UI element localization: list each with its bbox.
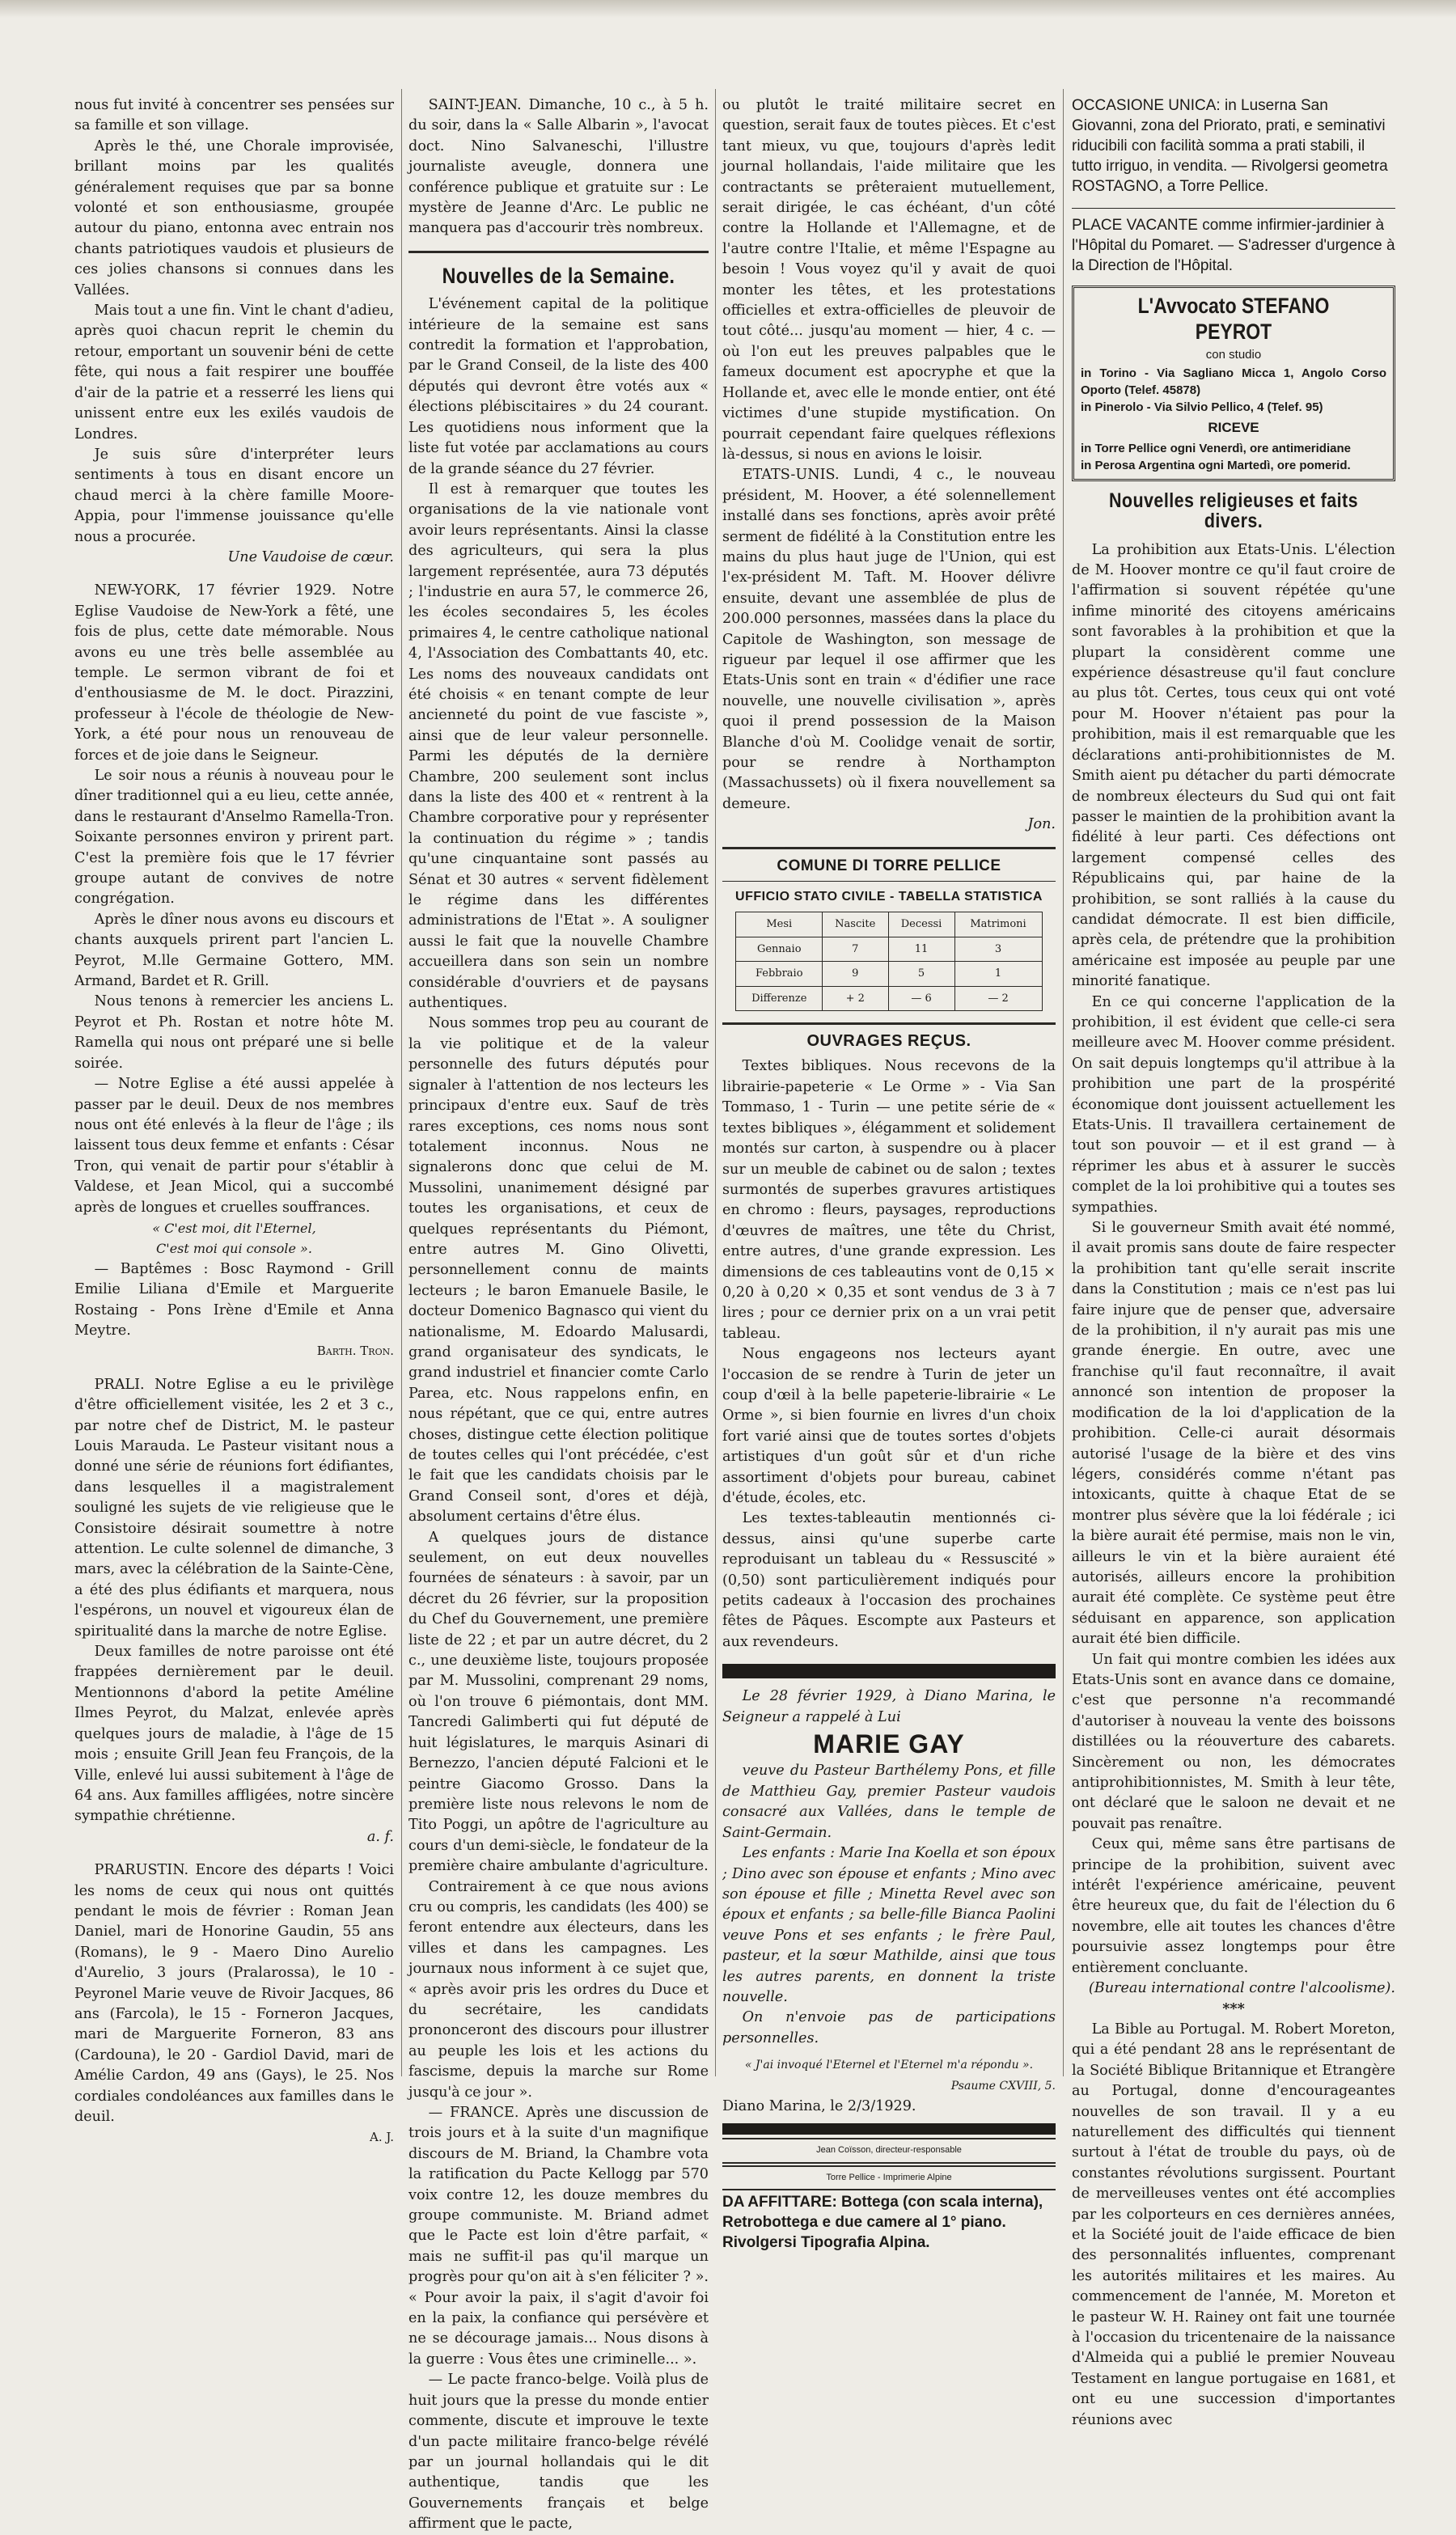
paragraph: Nous engageons nos lecteurs ayant l'occasion de se rendre à Turin de jeter un coup d'œil à la belle papeterie-librairie « Le Orme », si bien fournie en livres d'un choix fort varié ainsi que de toutes sortes d'objets artistiques d'un goût sûr et d'un riche assortiment d'objets pour bureau, cabinet d'étude, écoles, etc. (722, 1346, 1056, 1506)
lawyer-name: L'Avvocato STEFANO PEYROT (1137, 294, 1330, 344)
table-cell: — 2 (954, 986, 1042, 1010)
signature: Barth. Tron. (316, 1344, 394, 1359)
mourning-bar (722, 1664, 1056, 1678)
source-credit: (Bureau international contre l'alcoolisme). (1088, 1980, 1395, 1997)
comune-title: COMUNE DI TORRE PELLICE (777, 857, 1001, 874)
lawyer-ad (1072, 286, 1395, 481)
lawyer-hours: in Perosa Argentina ogni Martedì, ore pomerid. (1081, 458, 1351, 472)
psalm-reference: Psaume CXVIII, 5. (950, 2079, 1056, 2093)
signature: Jon. (1027, 816, 1056, 833)
table-header: Decessi (888, 912, 954, 937)
signature: A. J. (370, 2130, 394, 2145)
table-cell: 7 (823, 937, 888, 961)
section-divider (408, 251, 709, 253)
lawyer-address: in Pinerolo - Via Silvio Pellico, 4 (Telef. 95) (1081, 400, 1323, 415)
paragraph: Si le gouverneur Smith avait été nommé, il avait promis sans doute de faire respecter la prohibition tant qu'elle serait inscrite dans la Constitution ; mais ce n'est pas lui faire injure que de penser que, adversaire de la prohibition, il n'y aurait pas mis une grande énergie. En outre, avec une franchise qu'il faut reconnaître, il avait annoncé son intention de proposer la modification de la loi d'application de la prohibition. Celle-ci aurait désormais autorisé l'usage de la bière et des vins légers, considérés comme n'étant pas intoxicants, quitte à chaque Etat de se montrer plus sévère que la loi fédérale ; ici la bière aurait été permise, mais non le vin, ailleurs le vin et la bière auraient été autorisés, ailleurs encore la prohibition aurait été complète. Ce système peut être séduisant en apparence, son application aurait été bien difficile. (1072, 1220, 1395, 1648)
table-header: Mesi (736, 912, 823, 937)
paragraph: A quelques jours de distance seulement, on eut deux nouvelles fournées de sénateurs : à savoir, par un décret du 26 février, sur la proposition du Chef du Gouvernement, une première liste de 22 ; et par un autre décret, du 2 c., une deuxième liste, toujours proposée par M. Mussolini, comprenant 29 noms, où l'on trouve 6 piémontais, dont MM. Tancredi Galimberti qui fut député de huit législatures, le marquis Asinari di Bernezzo, l'ancien député Falcioni et le peintre Giacomo Grosso. Dans la première liste nous relevons le nom de Tito Poggi, un apôtre de l'agriculture au cours d'un demi-siècle, le fondateur de la première chaire ambulante d'agriculture. (408, 1529, 709, 1875)
table-row (736, 986, 1042, 1010)
paragraph: Ceux qui, même sans être partisans de principe de la prohibition, suivent avec intérêt l'expérience américaine, peuvent être heureux que, du fait de l'élection du 6 novembre, elle ait toutes les chances d'être poursuivie assez longtemps pour être entièrement concluante. (1072, 1836, 1395, 1976)
paragraph: L'événement capital de la politique intérieure de la semaine est sans contredit la formation et l'approbation, par le Grand Conseil, de la liste des 400 députés qui devront être votés aux « élections plébiscitaires » du 24 courant. Les quotidiens nous informent que la liste fut votée par acclamations au cours de la grande séance du 27 février. (408, 296, 709, 477)
quote-line: C'est moi qui console ». (156, 1241, 312, 1257)
divider (1072, 208, 1395, 209)
page-fold-shadow (0, 0, 1456, 18)
ouvrages-title: OUVRAGES REÇUS. (806, 1032, 971, 1051)
table-cell: 5 (888, 962, 954, 986)
table-cell: Differenze (736, 986, 823, 1010)
sale-ad: OCCASIONE UNICA: in Luserna San Giovanni, zona del Priorato, prati, e seminativi riducibili con facilità somma a prati stabili, il tutto irriguo, in vendita. — Rivolgersi geometra ROSTAGNO, a Torre Pellice. (1072, 97, 1388, 195)
column-rule (401, 89, 402, 2076)
death-notice-name: MARIE GAY (813, 1729, 965, 1759)
table-cell: 11 (888, 937, 954, 961)
paragraph: Nous sommes trop peu au courant de la vie politique et de la valeur personnelle des futurs députés pour signaler à l'attention de nos lecteurs les principaux d'entre eux. Sauf de très rares exceptions, ces noms nous sont totalement inconnus. Nous ne signalerons donc que celui de M. Mussolini, unanimement désigné par toutes les organisations, et ceux de quelques représentants du Piémont, entre autres M. Gino Olivetti, personnellement connu de maints lecteurs ; le baron Emanuele Basile, le docteur Domenico Bagnasco qui vient du nationalisme, M. Edoardo Malusardi, grand organisateur des syndicats, le grand industriel et financier comte Carlo Parea, etc. Nous rappelons enfin, en nous répétant, que ce qui, entre autres choses, distingue cette élection politique de toutes celles qui l'ont précédée, c'est le fait que les candidats choisis par le Grand Conseil sont, d'ores et déjà, absolument certains d'être élus. (408, 1015, 709, 1526)
paragraph: Un fait qui montre combien les idées aux Etats-Unis sont en avance dans ce domaine, c'est que personne n'a recommandé d'autoriser à nouveau la vente des boissons distillées ou la réouverture des cabarets. Sincèrement ou non, les démocrates antiprohibitionnistes, M. Smith à leur tête, ont déclaré que le saloon ne devait et ne pouvait pas renaître. (1072, 1651, 1395, 1832)
lawyer-receives: RICEVE (1208, 420, 1259, 436)
table-header: Nascite (823, 912, 888, 937)
paragraph: Les textes-tableautin mentionnés ci-dessus, ainsi qu'une superbe carte reproduisant un tableau du « Ressuscité » (0,50) sont particulièrement indiqués pour petits cadeaux à l'occasion des prochaines fêtes de Pâques. Escompte aux Pasteurs et aux revendeurs. (722, 1510, 1056, 1650)
paragraph-prohibition: La prohibition aux Etats-Unis. L'élection de M. Hoover montre ce qu'il faut croire de l'affirmation si souvent répétée qu'une infime minorité des citoyens américains sont favorables à la prohibition et que la plupart la considèrent comme une expérience désastreuse qu'il faut conclure au plus tôt. Certes, tous ceux qui ont voté pour M. Hoover n'étaient pas pour la prohibition, mais il est remarquable que les déclarations anti-prohibitionnistes de M. Smith aient pu détacher du parti démocrate de nombreux électeurs du Sud qui ont fait passer le maintien de la prohibition avant la fidélité à leur parti. Ces défections ont largement compensé celles des Républicains qui, par haine de la prohibition, se sont ralliés à la cause du candidat démocrate. Il est bien difficile, après cela, de prétendre que la prohibition américaine est imposée au peuple par une minorité fanatique. (1072, 541, 1395, 990)
table-row (736, 937, 1042, 961)
column-rule (1063, 89, 1064, 2076)
death-notice-intro: Le 28 février 1929, à Diano Marina, le Seigneur a rappelé à Lui (722, 1688, 1056, 1725)
statistics-table (735, 912, 1042, 1011)
death-notice-text: Les enfants : Marie Ina Koella et son époux ; Dino avec son épouse et enfants ; Mino avec son épouse et fille ; Minetta Revel avec son époux et enfants ; sa belle-fille Bianca Paolini veuve Pons et ses enfants ; le frère Paul, pasteur, et la sœur Mathilde, ainsi que tous les autres parents, en donnent la triste nouvelle. (722, 1845, 1056, 2005)
paragraph-etats-unis: ETATS-UNIS. Lundi, 4 c., le nouveau président, M. Hoover, a été solennellement installé dans ses fonctions, après avoir prêté serment de fidélité à la Constitution entre les mains du plus haut juge de l'Union, qui est l'ex-président M. Taft. M. Hoover délivre ensuite, devant une assemblée de plus de 200.000 personnes, massées dans la place du Capitole de Washington, son message de rigueur par lequel il ose affirmer que les Etats-Unis sont en train « d'édifier une race nouvelle, une nouvelle civilisation », après quoi il prend possession de la Maison Blanche d'où M. Coolidge venait de sortir, pour se rendre à Northampton (Massachussets) où il fixera nouvellement sa demeure. (722, 467, 1056, 812)
paragraph: Nous tenons à remercier les anciens L. Peyrot et Ph. Rostan et notre hôte M. Ramella qui nous ont préparé une si belle soirée. (74, 993, 394, 1072)
paragraph-prarustin: PRARUSTIN. Encore des départs ! Voici les noms de ceux qui nous ont quittés pendant le mois de février : Roman Jean Daniel, mari de Honorine Gaudin, 55 ans (Romans), le 9 - Maero Dino Aurelio d'Aurelio, 3 jours (Pralarossa), le 10 - Peyronel Marie veuve de Rivoir Jacques, 86 ans (Farcola), le 15 - Forneron Jacques, mari de Marguerite Forneron, 83 ans (Cardouna), le 20 - Gardiol David, mari de Amélie Cardon, 49 ans (Gays), le 25. Nos cordiales condoléances aux familles dans le deuil. (74, 1862, 394, 2125)
quote-line: « C'est moi, dit l'Eternel, (152, 1220, 316, 1236)
table-header: Matrimoni (954, 912, 1042, 937)
death-notice-text: On n'envoie pas de participations personnelles. (722, 2009, 1056, 2046)
place-date: Diano Marina, le 2/3/1929. (722, 2097, 916, 2114)
lawyer-sub: con studio (1205, 348, 1262, 362)
table-cell: Gennaio (736, 937, 823, 961)
section-title: Nouvelles religieuses et faits divers. (1108, 489, 1359, 533)
paragraph-baptemes: — Baptêmes : Bosc Raymond - Grill Emilie Liliana d'Emile et Marguerite Rostaing - Pons Irène d'Emile et Anna Meytre. (74, 1260, 394, 1339)
statistics-title: UFFICIO STATO CIVILE - TABELLA STATISTICA (735, 890, 1043, 904)
column-2 (408, 95, 709, 2533)
paragraph: Deux familles de notre paroisse ont été frappées dernièrement par le deuil. Mentionnons d'abord la petite Améline Ilmes Peyrot, du Malzat, enlevée après quelques jours de maladie, à l'âge de 15 mois ; ensuite Grill Jean feu François, de la Ville, enlevé lui aussi subitement à l'âge de 64 ans. Aux familles affligées, notre sincère sympathie chrétienne. (74, 1644, 394, 1825)
paragraph: En ce qui concerne l'application de la prohibition, il est évident que celle-ci sera meilleure avec M. Hoover comme président. On sait depuis longtemps qu'il attribue à la prohibition une part de la prospérité économique dont jouissent actuellement les Etats-Unis. Il travaillera certainement de tout son pouvoir — et il est grand — à réprimer les abus et à assurer le succès complet de la loi prohibitive qui a toutes ses sympathies. (1072, 993, 1395, 1216)
death-notice-text: veuve du Pasteur Barthélemy Pons, et fille de Matthieu Gay, premier Pasteur vaudois consacré aux Vallées, dans le temple de Saint-Germain. (722, 1763, 1056, 1841)
table-row (736, 962, 1042, 986)
paragraph-saint-jean: SAINT-JEAN. Dimanche, 10 c., à 5 h. du soir, dans la « Salle Albarin », l'avocat doct. Nino Salvaneschi, l'illustre journaliste aveugle, donnera une conférence publique et gratuite sur : Le mystère de Jeanne d'Arc. Le public ne manquera pas d'accourir très nombreux. (408, 97, 709, 237)
paragraph: Il est à remarquer que toutes les organisations de la vie nationale vont avoir leurs représentants. Ainsi la classe des agriculteurs, qui sera la plus largement représentée, aura 73 députés ; l'industrie en aura 57, le commerce 26, les écoles secondaires 5, les écoles primaires 4, le centre catholique national 4, l'Association des Combattants 40, etc. Les noms des nouveaux candidats ont été choisis « en tenant compte de leur ancienneté du point de vue fasciste », ainsi que de leur valeur personnelle. Parmi les députés de la dernière Chambre, 200 seulement sont inclus dans la liste des 400 et « rentrent à la Chambre corporative pour y représenter la continuation du régime » ; tandis qu'une cinquantaine sont passés au Sénat et 30 autres « servent fidèlement le régime dans les différentes administrations de l'Etat ». A souligner aussi le fait que la nouvelle Chambre accueillera dans son sein un nombre considérable d'ouvriers et de paysans authentiques. (408, 480, 709, 1012)
psalm-quote: « J'ai invoqué l'Eternel et l'Eternel m'a répondu ». (744, 2059, 1034, 2072)
paragraph: Contrairement à ce que nous avions cru ou compris, les candidats (les 400) se feront entendre aux électeurs, dans les villes et dans les campagnes. Les journaux nous informent à ce sujet que, « après avoir pris les ordres du Duce et du secrétaire, les candidats prononceront des discours pour illustrer au peuple les lois et les actions du fascisme, depuis la marche sur Rome jusqu'à ce jour ». (408, 1878, 709, 2101)
table-cell: Febbraio (736, 962, 823, 986)
rental-ad: DA AFFITTARE: Bottega (con scala interna), Retrobottega e due camere al 1° piano. Rivolgersi Tipografia Alpina. (722, 2194, 1043, 2252)
column-1 (74, 95, 394, 2145)
section-title: Nouvelles de la Semaine. (442, 263, 675, 288)
imprint-printer: Torre Pellice - Imprimerie Alpine (722, 2165, 1056, 2190)
table-cell: + 2 (823, 986, 888, 1010)
paragraph: ou plutôt le traité militaire secret en question, serait faux de toutes pièces. Et c'est tant mieux, vu que, toujours d'après ledit journal hollandais, l'aide militaire que les contractants se prêteraient mutuellement, serait dirigée, le cas échéant, d'un côté contre la Hollande et l'Allemagne, et de l'autre contre l'Italie, et même l'Espagne au besoin ! Vous voyez qu'il y avait de quoi monter les têtes, et les protestations officielles et extra-officielles de pleuvoir de tout côté... jusqu'au moment — hier, 4 c. — où l'on eut les preuves palpables que le fameux document est apocryphe et que la Hollande et, avec elle le monde entier, ont été victimes d'une stupide mystification. On pourrait cependant faire quelques réflexions là-dessus, si nous en avions le loisir. (722, 97, 1056, 463)
paragraph: Après le thé, une Chorale improvisée, brillant moins par les qualités généralement requises que par sa bonne volonté et son enthousiasme, groupée autour du piano, entonna avec entrain nos chants patriotiques vaudois et plusieurs de ces jolies chansons si connues dans les Vallées. (74, 138, 394, 298)
paragraph: Je suis sûre d'interpréter leurs sentiments à tous en disant encore un chaud merci à la chère famille Moore-Appia, pour l'immense jouissance qu'elle nous a procurée. (74, 446, 394, 545)
mourning-bar (722, 2123, 1056, 2135)
paragraph-pacte: — Le pacte franco-belge. Voilà plus de huit jours que la presse du monde entier commente, discute et improuve le texte d'un pacte militaire franco-belge révélé par un journal hollandais qui le dit authentique, tandis que les Gouvernements français et belge affirment que le pacte, (408, 2372, 709, 2533)
table-cell: 1 (954, 962, 1042, 986)
job-ad: PLACE VACANTE comme infirmier-jardinier à l'Hôpital du Pomaret. — S'adresser d'urgence à la Direction de l'Hôpital. (1072, 217, 1395, 274)
imprint-director: Jean Coïsson, directeur-responsable (722, 2138, 1056, 2163)
column-4 (1072, 95, 1395, 2428)
table-cell: 9 (823, 962, 888, 986)
table-cell: 3 (954, 937, 1042, 961)
separator-stars: *** (1222, 2000, 1245, 2018)
section-divider (722, 1022, 1056, 1025)
paragraph: Textes bibliques. Nous recevons de la librairie-papeterie « Le Orme » - Via San Tommaso, 1 - Turin — une petite série de « textes bibliques », élégamment et solidement montés sur carton, à suspendre ou à placer sur un meuble de cabinet ou de salon ; textes surmontés de superbes gravures artistiques en chromo : fleurs, paysages, reproductions d'œuvres de maîtres, une tête du Christ, entre autres, d'une grande expression. Les dimensions de ces tableautins vont de 0,15 × 0,20 à 0,20 × 0,35 et sont vendus de 3 à 7 lires ; pour ce dernier prix on a un vrai petit tableau. (722, 1058, 1056, 1342)
paragraph: Après le dîner nous avons eu discours et chants auxquels prirent part l'ancien L. Peyrot, M.lle Germaine Gottero, MM. Armand, Bardet et R. Grill. (74, 911, 394, 990)
section-divider (722, 847, 1056, 849)
lawyer-hours: in Torre Pellice ogni Venerdì, ore antimeridiane (1081, 441, 1351, 455)
signature: a. f. (366, 1828, 394, 1845)
column-rule (715, 89, 716, 2076)
table-cell: — 6 (888, 986, 954, 1010)
signature: Une Vaudoise de cœur. (227, 548, 394, 565)
paragraph: Le soir nous a réunis à nouveau pour le dîner traditionnel qui a eu lieu, cette année, dans le restaurant d'Anselmo Ramella-Tron. Soixante personnes environ y prirent part. C'est la première fois que le 17 février groupe autant de convives de notre congrégation. (74, 768, 394, 908)
table-header-row (736, 912, 1042, 937)
paragraph: — Notre Eglise a été aussi appelée à passer par le deuil. Deux de nos membres nous ont été enlevés à la fleur de l'âge ; ils laissent tous deux femme et enfants : César Tron, qui venait de partir pour s'établir à Valdese, et Jean Micol, qui a succombé après de longues et cruelles souffrances. (74, 1076, 394, 1216)
paragraph: nous fut invité à concentrer ses pensées sur sa famille et son village. (74, 97, 394, 134)
paragraph-new-york: NEW-YORK, 17 février 1929. Notre Eglise Vaudoise de New-York a fêté, une fois de plus, cette date mémorable. Nous avons eu une très belle assemblée au temple. Le sermon vibrant de foi et d'enthousiasme de M. le doct. Pirazzini, professeur à l'école de théologie de New-York, a été pour nous un renouveau de forces et de joie dans le Seigneur. (74, 582, 394, 764)
paragraph-prali: PRALI. Notre Eglise a eu le privilège d'être officiellement visitée, les 2 et 3 c., par notre chef de District, M. le pasteur Louis Marauda. Le Pasteur visitant nous a donné une série de réunions fort édifiantes, dans lesquelles il a magistralement souligné les sujets de vie religieuse que le Consistoire désirait soumettre à notre attention. Le culte solennel de dimanche, 3 mars, avec la célébration de la Sainte-Cène, a été des plus édifiants et marquera, nous l'espérons, un nouvel et vigoureux élan de spiritualité dans la marche de notre Eglise. (74, 1376, 394, 1640)
column-3 (722, 95, 1056, 2252)
paragraph-bible-portugal: La Bible au Portugal. M. Robert Moreton, qui a été pendant 28 ans le représentant de la Société Biblique Britannique et Etrangère au Portugal, donne d'encourageantes nouvelles de son travail. Il y a eu naturellement des difficultés qui tiennent surtout à l'état de trouble du pays, où de constantes révolutions surgissent. Pourtant de merveilleuses ventes ont été accomplies par les colporteurs en ces dernières années, et la Société jouit de l'aide efficace de bien des personnalités influentes, comprenant les autorités militaires et les maires. Au commencement de l'année, M. Moreton et le pasteur W. H. Rainey ont fait une tournée à l'occasion du tricentenaire de la naissance d'Almeida qui a publié le premier Nouveau Testament en langue portugaise en 1681, et ont eu une succession d'importantes réunions avec (1072, 2021, 1395, 2428)
divider (722, 881, 1056, 882)
paragraph: Mais tout a une fin. Vint le chant d'adieu, après quoi chacun reprit le chemin du retour, emportant un souvenir béni de cette fête, qui nous a fait respirer une bouffée d'air de la patrie et a resserré les liens qui unissent entre eux les exilés vaudois de Londres. (74, 303, 394, 442)
paragraph-france: — FRANCE. Après une discussion de trois jours et à la suite d'un magnifique discours de M. Briand, la Chambre vota la ratification du Pacte Kellogg par 570 voix contre 12, les douze membres du groupe communiste. M. Briand admet que le Pacte est loin d'être parfait, « mais ne suffit-il pas qu'il marque un progrès pour qu'on ait à s'en féliciter ? ». « Pour avoir la paix, il s'agit d'avoir foi en la paix, la confiance qui persévère et ne se décourage jamais... Nous disons à la guerre : Vous êtes une criminelle... ». (408, 2105, 709, 2368)
lawyer-address: in Torino - Via Sagliano Micca 1, Angolo Corso Oporto (Telef. 45878) (1081, 366, 1386, 398)
